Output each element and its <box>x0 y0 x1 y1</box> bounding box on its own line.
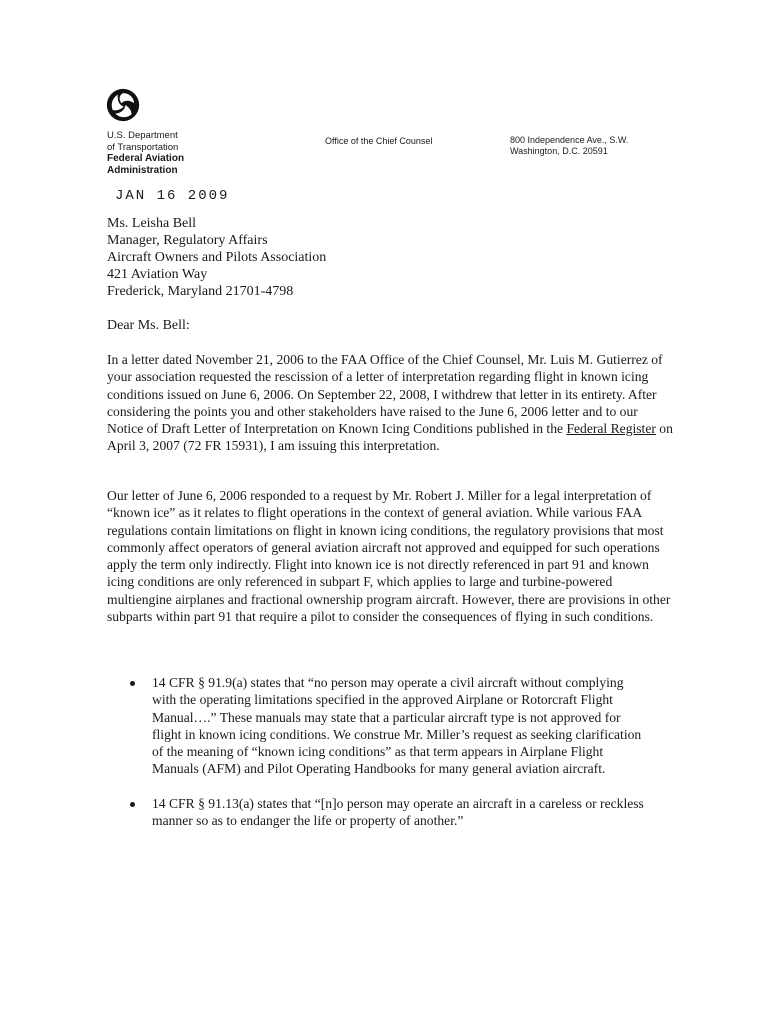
bullet-icon <box>130 802 135 807</box>
recipient-line: Aircraft Owners and Pilots Association <box>107 250 327 265</box>
agency-line2: Administration <box>107 164 178 176</box>
federal-register-reference: Federal Register <box>566 421 656 437</box>
paragraph-1 <box>107 351 677 455</box>
recipient-line: Ms. Leisha Bell <box>107 216 197 231</box>
address-line2: Washington, D.C. 20591 <box>510 146 608 156</box>
paragraph-2: Our letter of June 6, 2006 responded to a request by Mr. Robert J. Miller for a legal interpretation of “known ice” as it relates to flight operations in the context of general aviation. While various FAA regulations contain limitations on flight in known icing conditions, the regulatory provisions that most commonly affect operators of general aviation aircraft not approved and equipped for such operations apply the term only indirectly. Flight into known ice is not directly referenced in part 91 and known icing conditions are only referenced in subpart F, which applies to large and turbine-powered multiengine airplanes and fractional ownership program aircraft. However, there are provisions in other subparts within part 91 that require a pilot to consider the consequences of flying in such conditions. <box>107 488 671 625</box>
office-name: Office of the Chief Counsel <box>325 136 433 146</box>
agency-line1: Federal Aviation <box>107 153 185 164</box>
paragraph-1-text: In a letter dated November 21, 2006 to the FAA Office of the Chief Counsel, Mr. Luis M. Gutierrez of your association requested the rescission of a letter of interpretation regarding flight in known icing conditions issued on June 6, 2006. On September 22, 2008, I withdrew that letter in its entirety. After considering the points you and other stakeholders have raised to the June 6, 2006 letter and to our Notice of Draft Letter of Interpretation on Known Icing Conditions published in the <box>107 352 663 437</box>
dot-logo-icon <box>106 88 140 122</box>
date-stamp: JAN 16 2009 <box>115 188 230 204</box>
bullet-icon <box>130 681 135 686</box>
recipient-address <box>107 215 667 300</box>
office-address <box>510 135 628 157</box>
salutation: Dear Ms. Bell: <box>107 318 190 333</box>
list-item <box>130 674 650 778</box>
dept-line2: of Transportation <box>107 141 179 153</box>
recipient-line: Manager, Regulatory Affairs <box>107 233 268 248</box>
dept-line1: U.S. Department <box>107 130 178 141</box>
list-item-text: 14 CFR § 91.9(a) states that “no person may operate a civil aircraft without complying with the operating limitations specified in the approved Airplane or Rotorcraft Flight Manual….” These manuals may state that a particular aircraft type is not approved for flight in known icing conditions. We construe Mr. Miller’s request as seeking clarification of the meaning of “known icing conditions” as that term appears in Airplane Flight Manuals (AFM) and Pilot Operating Handbooks for many general aviation aircraft. <box>152 675 642 777</box>
paragraph-1-tail: on April 3, 2007 (72 FR 15931), I am issuing this interpretation. <box>107 421 673 454</box>
list-item <box>130 795 650 830</box>
recipient-line: 421 Aviation Way <box>107 267 208 282</box>
recipient-line: Frederick, Maryland 21701-4798 <box>107 284 294 299</box>
address-line1: 800 Independence Ave., S.W. <box>510 135 629 145</box>
list-item-text: 14 CFR § 91.13(a) states that “[n]o person may operate an aircraft in a careless or reckless manner so as to endanger the life or property of another.” <box>152 795 644 829</box>
regulation-list <box>130 674 650 846</box>
agency-block <box>107 130 184 176</box>
